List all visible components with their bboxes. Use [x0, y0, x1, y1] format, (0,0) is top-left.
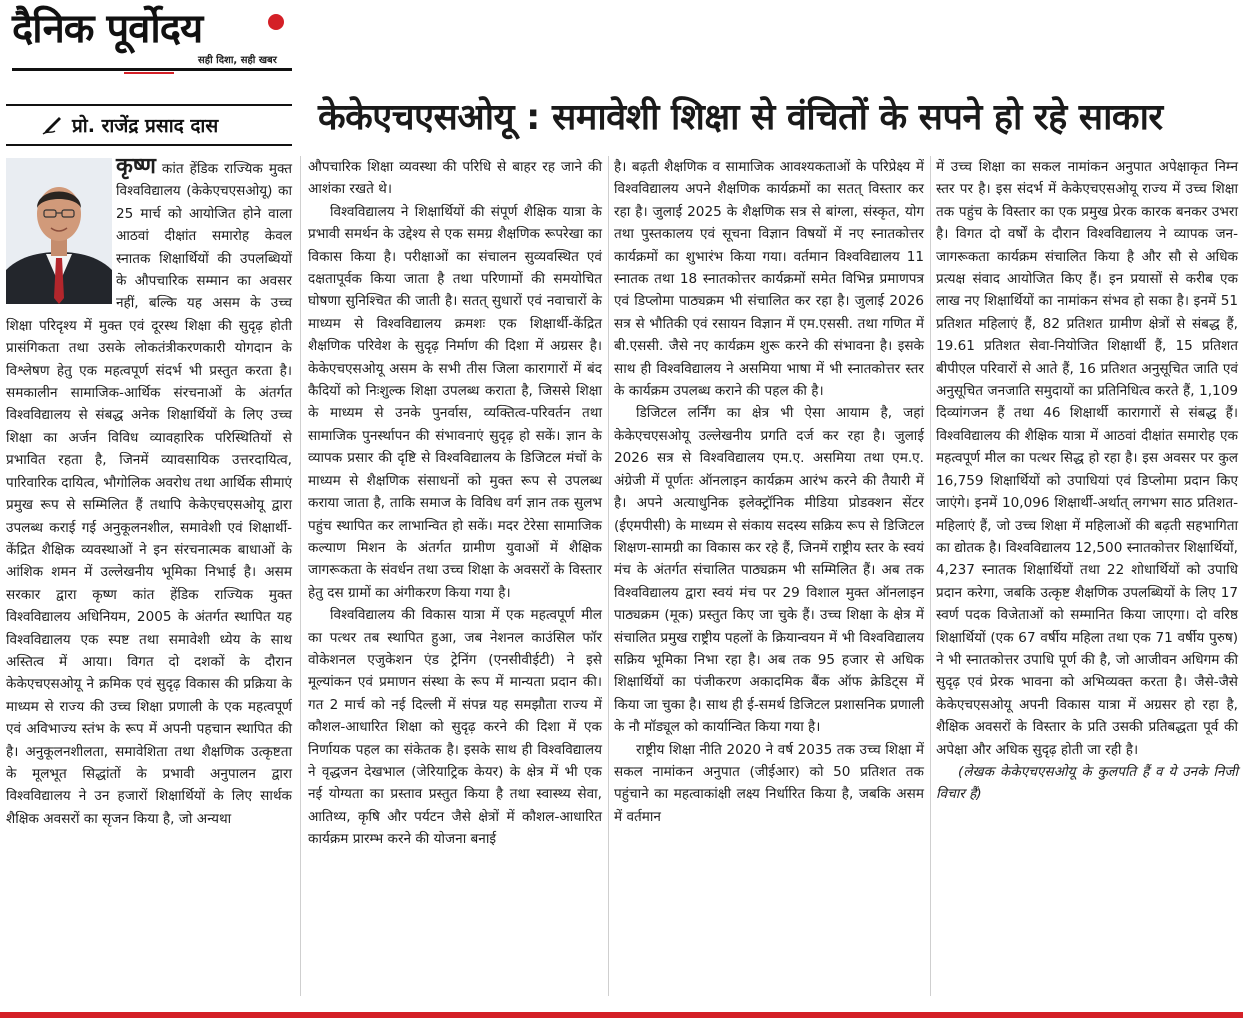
article-paragraph: है। बढ़ती शैक्षणिक व सामाजिक आवश्यकताओं के परिप्रेक्ष्य में विश्वविद्यालय अपने शैक्षणिक कार्यक्रमों का सतत् विस्तार कर रहा है। जुलाई 2025 के शैक्षणिक सत्र से बांग्ला, संस्कृत, योग तथा पुस्तकालय एवं सूचना विज्ञान विषयों में नए स्नातकोत्तर कार्यक्रमों का शुभारंभ किया गया। वर्तमान विश्वविद्यालय 11 स्नातक तथा 18 स्नातकोत्तर कार्यक्रमों समेत विभिन्न प्रमाणपत्र एवं डिप्लोमा पाठ्यक्रम भी संचालित कर रहा है। जुलाई 2026 सत्र से भौतिकी एवं रसायन विज्ञान में एम.एससी. तथा गणित में बी.एससी. जैसे नए कार्यक्रम शुरू करने की संभावना है। इसके साथ ही विश्वविद्यालय ने असमिया भाषा में भी स्नातकोत्तर स्तर के कार्यक्रम उपलब्ध कराने की पहल की है।	[614, 159, 924, 400]
article-paragraph: विश्वविद्यालय की विकास यात्रा में एक महत्वपूर्ण मील का पत्थर तब स्थापित हुआ, जब नेशनल काउंसिल फॉर वोकेशनल एजुकेशन एंड ट्रेनिंग (एनसीवीईटी) ने इसे मूल्यांकन एवं प्रमाणन संस्था के रूप में मान्यता प्रदान की। गत 2 मार्च को नई दिल्ली में संपन्न यह समझौता राज्य में कौशल-आधारित शिक्षा को सुदृढ़ करने की दिशा में एक निर्णायक पहल का संकेतक है। इसके साथ ही विश्वविद्यालय ने वृद्धजन देखभाल (जेरियाट्रिक केयर) के क्षेत्र में भी एक नई योग्यता का प्रस्ताव प्रस्तुत किया है तथा स्वास्थ्य सेवा, आतिथ्य, कृषि और पर्यटन जैसे क्षेत्रों में कौशल-आधारित कार्यक्रम प्रारम्भ करने की योजना बनाई	[308, 607, 602, 848]
article-headline: केकेएचएसओयू : समावेशी शिक्षा से वंचितों के सपने हो रहे साकार	[318, 97, 1163, 138]
page-bottom-rule	[0, 1012, 1243, 1018]
article-paragraph: औपचारिक शिक्षा व्यवस्था की परिधि से बाहर रह जाने की आशंका रखते थे।	[308, 159, 602, 198]
author-photo	[6, 158, 112, 304]
paragraph-text: कांत हेंडिक राज्यिक मुक्त विश्वविद्यालय (केकेएचएसओयू) का 25 मार्च को आयोजित होने वाला आठवां दीक्षांत समारोह केवल स्नातक शिक्षार्थियों की उपलब्धियों के औपचारिक सम्मान का अवसर नहीं, बल्कि यह असम के उच्च शिक्षा परिदृश्य में मुक्त एवं दूरस्थ शिक्षा की सुदृढ़ होती प्रासंगिकता तथा उसके लोकतंत्रीकरणकारी योगदान के विश्लेषण हेतु एक महत्वपूर्ण संदर्भ भी प्रस्तुत करता है। समकालीन सामाजिक-आर्थिक संरचनाओं के अंतर्गत विश्वविद्यालय से संबद्ध अनेक शिक्षार्थियों के लिए उच्च शिक्षा का अर्जन विविध व्यावहारिक परिस्थितियों से प्रभावित रहता है, जिनमें व्यावसायिक उत्तरदायित्व, पारिवारिक दायित्व, भौगोलिक अवरोध तथा आर्थिक सीमाएं प्रमुख रूप से सम्मिलित हैं तथापि केकेएचएसओयू द्वारा उपलब्ध कराई गई अनुकूलनशील, समावेशी एवं शिक्षार्थी-केंद्रित शैक्षिक व्यवस्थाओं ने इन संरचनात्मक बाधाओं के आंशिक शमन में उल्लेखनीय भूमिका निभाई है। असम सरकार द्वारा कृष्ण कांत हेंडिक राज्यिक मुक्त विश्वविद्यालय अधिनियम, 2005 के अंतर्गत स्थापित यह विश्वविद्यालय एक स्पष्ट तथा समावेशी ध्येय के साथ अस्तित्व में आया। विगत दो दशकों के दौरान केकेएचएसओयू ने क्रमिक एवं सुदृढ़ विकास की प्रक्रिया के माध्यम से राज्य की उच्च शिक्षा प्रणाली के एक महत्वपूर्ण एवं अविभाज्य स्तंभ के रूप में अपनी पहचान स्थापित की है। अनुकूलनशीलता, समावेशिता तथा शैक्षणिक उत्कृष्टता के मूलभूत सिद्धांतों के प्रभावी अनुपालन द्वारा विश्वविद्यालय ने उन हजारों शिक्षार्थियों के लिए सार्थक शैक्षिक अवसरों का सृजन किया है, जो अन्यथा	[6, 161, 292, 827]
masthead	[12, 6, 292, 74]
lead-word: कृष्ण	[116, 154, 156, 179]
masthead-title: दैनिक पूर्वोदय	[12, 6, 203, 52]
article-column-2	[308, 156, 602, 851]
article-paragraph: डिजिटल लर्निंग का क्षेत्र भी ऐसा आयाम है, जहां केकेएचएसओयू उल्लेखनीय प्रगति दर्ज कर रहा है। जुलाई 2026 सत्र से विश्वविद्यालय एम.ए. असमिया तथा एम.ए. अंग्रेजी में पूर्णतः ऑनलाइन कार्यक्रम आरंभ करने की तैयारी में है। अपने अत्याधुनिक इलेक्ट्रॉनिक मीडिया प्रोडक्शन सेंटर (ईएमपीसी) के माध्यम से संकाय सदस्य सक्रिय रूप से डिजिटल शिक्षण-सामग्री का विकास कर रहे हैं, जिनमें राष्ट्रीय स्तर के स्वयं मंच के अंतर्गत संचालित पाठ्यक्रम भी सम्मिलित हैं। अब तक विश्वविद्यालय द्वारा स्वयं मंच पर 29 विशाल मुक्त ऑनलाइन पाठ्यक्रम (मूक) प्रस्तुत किए जा चुके हैं। उच्च शिक्षा के क्षेत्र में संचालित प्रमुख राष्ट्रीय पहलों के क्रियान्वयन में भी विश्वविद्यालय सक्रिय भूमिका निभा रहा है। अब तक 95 हजार से अधिक शिक्षार्थियों का पंजीकरण अकादमिक बैंक ऑफ क्रेडिट्स में किया जा चुका है। साथ ही ई-समर्थ डिजिटल प्रशासनिक प्रणाली के नौ मॉड्यूल को कार्यान्वित किया गया है।	[614, 405, 924, 736]
masthead-tagline: सही दिशा, सही खबर	[198, 55, 277, 66]
author-name: प्रो. राजेंद्र प्रसाद दास	[72, 115, 219, 137]
article-column-4	[936, 156, 1238, 806]
masthead-accent-rule	[124, 72, 174, 74]
byline	[6, 104, 292, 146]
pen-icon	[42, 115, 64, 135]
article-paragraph: विश्वविद्यालय ने शिक्षार्थियों की संपूर्ण शैक्षिक यात्रा के प्रभावी समर्थन के उद्देश्य से एक समग्र शैक्षणिक रूपरेखा का विकास किया है। परीक्षाओं का संचालन सुव्यवस्थित एवं दक्षतापूर्वक किया जाता है तथा परिणामों की समयोचित घोषणा सुनिश्चित की जाती है। सतत् सुधारों एवं नवाचारों के माध्यम से विश्वविद्यालय क्रमशः एक शिक्षार्थी-केंद्रित शैक्षणिक परिवेश के सुदृढ़ निर्माण की दिशा में अग्रसर है। केकेएचएसओयू असम के सभी तीस जिला कारागारों में बंद कैदियों को निःशुल्क शिक्षा उपलब्ध कराता है, जिससे शिक्षा के माध्यम से उनके पुनर्वास, व्यक्तित्व-परिवर्तन तथा सामाजिक पुनर्स्थापन की संभावनाएं सुदृढ़ हो सकें। ज्ञान के व्यापक प्रसार की दृष्टि से विश्वविद्यालय के डिजिटल मंचों के माध्यम से शैक्षणिक संसाधनों को मुक्त रूप से उपलब्ध कराया जाता है, ताकि समाज के विविध वर्ग ज्ञान तक सुलभ पहुंच स्थापित कर लाभान्वित हो सकें। मदर टेरेसा सामाजिक कल्याण मिशन के अंतर्गत ग्रामीण युवाओं में शैक्षिक जागरूकता के संवर्धन तथा उच्च शिक्षा के अवसरों के विस्तार हेतु दस ग्रामों का अंगीकरण किया गया है।	[308, 203, 602, 601]
article-column-3	[614, 156, 924, 828]
article-paragraph: में उच्च शिक्षा का सकल नामांकन अनुपात अपेक्षाकृत निम्न स्तर पर है। इस संदर्भ में केकेएचएसओयू राज्य में उच्च शिक्षा तक पहुंच के विस्तार का एक प्रमुख प्रेरक कारक बनकर उभरा है। विगत दो वर्षों के दौरान विश्वविद्यालय ने व्यापक जन-जागरूकता कार्यक्रम संचालित किया है और सौ से अधिक प्रत्यक्ष संवाद आयोजित किए हैं। इन प्रयासों से करीब एक लाख नए शिक्षार्थियों का नामांकन संभव हो सका है। इनमें 51 प्रतिशत महिलाएं हैं, 82 प्रतिशत ग्रामीण क्षेत्रों से संबद्ध हैं, 19.61 प्रतिशत सेवा-नियोजित शिक्षार्थी हैं, 15 प्रतिशत बीपीएल परिवारों से आते हैं, 16 प्रतिशत अनुसूचित जाति एवं अनुसूचित जनजाति समुदायों का प्रतिनिधित्व करते हैं, 1,109 दिव्यांगजन हैं तथा 46 शिक्षार्थी कारागारों से संबद्ध हैं। विश्वविद्यालय की शैक्षिक यात्रा में आठवां दीक्षांत समारोह एक महत्वपूर्ण मील का पत्थर सिद्ध हो रहा है। इस अवसर पर कुल 16,759 शिक्षार्थियों को उपाधियां एवं डिप्लोमा प्रदान किए जाएंगे। इनमें 10,096 शिक्षार्थी-अर्थात् लगभग साठ प्रतिशत-महिलाएं हैं, जो उच्च शिक्षा में महिलाओं की बढ़ती सहभागिता का द्योतक है। विश्वविद्यालय 12,500 स्नातकोत्तर शिक्षार्थियों, 4,237 स्नातक शिक्षार्थियों तथा 22 शोधार्थियों को उपाधि प्रदान करेगा, जबकि उत्कृष्ट शैक्षणिक उपलब्धियों के लिए 17 स्वर्ण पदक विजेताओं को सम्मानित किया जाएगा। दो वरिष्ठ शिक्षार्थियों (एक 67 वर्षीय महिला तथा एक 71 वर्षीय पुरुष) ने भी स्नातकोत्तर उपाधि पूर्ण की है, जो आजीवन अधिगम की सुदृढ़ एवं प्रेरक भावना को अभिव्यक्त करता है। जैसे-जैसे केकेएचएसओयू अपनी विकास यात्रा में अग्रसर हो रहा है, शैक्षिक अवसरों के विस्तार के प्रति उसकी प्रतिबद्धता पूर्व की अपेक्षा और अधिक सुदृढ़ होती जा रही है।	[936, 159, 1238, 758]
masthead-dot-icon	[268, 14, 284, 30]
article-paragraph: राष्ट्रीय शिक्षा नीति 2020 ने वर्ष 2035 तक उच्च शिक्षा में सकल नामांकन अनुपात (जीईआर) को 50 प्रतिशत तक पहुंचाने का महत्वाकांक्षी लक्ष्य निर्धारित किया है, जबकि असम में वर्तमान	[614, 741, 924, 825]
author-portrait-image	[6, 158, 112, 304]
column-divider	[300, 156, 301, 996]
author-note: (लेखक केकेएचएसओयू के कुलपति हैं व ये उनके निजी विचार हैं)	[936, 763, 1238, 803]
masthead-rule	[12, 68, 292, 71]
column-divider	[930, 156, 931, 996]
column-divider	[608, 156, 609, 996]
